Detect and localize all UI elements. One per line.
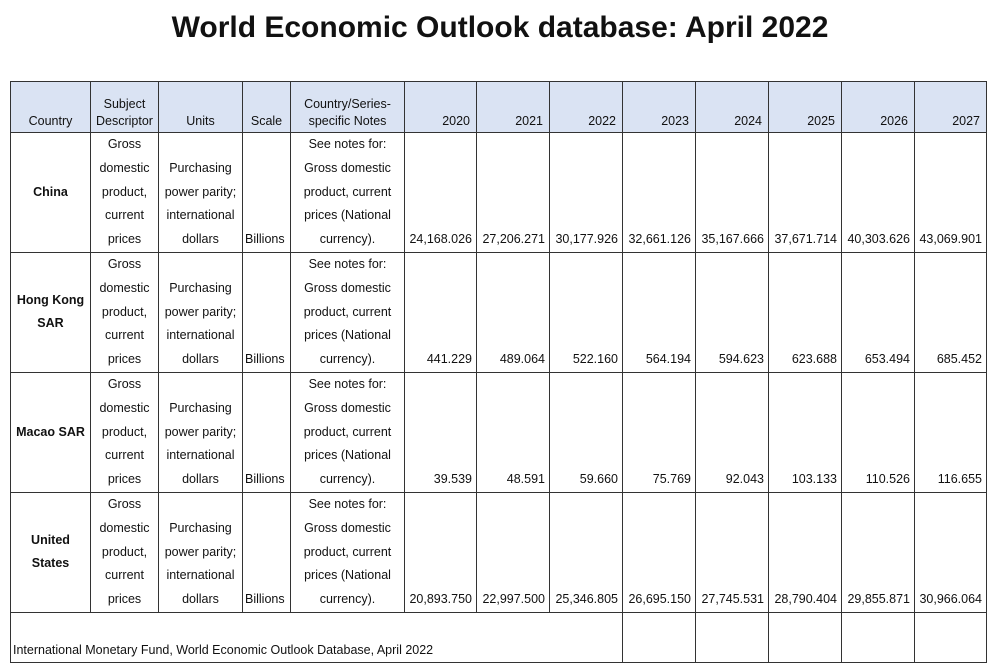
table-header-row bbox=[11, 82, 987, 133]
notes-cell: See notes for: Gross domestic product, current prices (National currency). bbox=[291, 252, 405, 372]
country-cell: Macao SAR bbox=[11, 372, 91, 492]
value-cell: 48.591 bbox=[477, 372, 550, 492]
column-header: Subject Descriptor bbox=[91, 82, 159, 133]
notes-cell: See notes for: Gross domestic product, current prices (National currency). bbox=[291, 492, 405, 612]
value-cell: 27,206.271 bbox=[477, 133, 550, 253]
units-cell: Purchasing power parity; international dollars bbox=[159, 372, 243, 492]
value-cell: 59.660 bbox=[550, 372, 623, 492]
value-cell: 24,168.026 bbox=[405, 133, 477, 253]
page-title: World Economic Outlook database: April 2022 bbox=[171, 11, 829, 44]
table-row bbox=[11, 372, 987, 492]
subject-descriptor-cell: Gross domestic product, current prices bbox=[91, 252, 159, 372]
table-row bbox=[11, 252, 987, 372]
value-cell: 35,167.666 bbox=[696, 133, 769, 253]
value-cell: 32,661.126 bbox=[623, 133, 696, 253]
empty-cell bbox=[769, 612, 842, 662]
scale-cell: Billions bbox=[243, 492, 291, 612]
value-cell: 653.494 bbox=[842, 252, 915, 372]
value-cell: 43,069.901 bbox=[915, 133, 987, 253]
value-cell: 489.064 bbox=[477, 252, 550, 372]
value-cell: 22,997.500 bbox=[477, 492, 550, 612]
subject-descriptor-cell: Gross domestic product, current prices bbox=[91, 492, 159, 612]
column-header: 2025 bbox=[769, 82, 842, 133]
value-cell: 30,177.926 bbox=[550, 133, 623, 253]
value-cell: 564.194 bbox=[623, 252, 696, 372]
value-cell: 28,790.404 bbox=[769, 492, 842, 612]
units-cell: Purchasing power parity; international dollars bbox=[159, 492, 243, 612]
units-cell: Purchasing power parity; international dollars bbox=[159, 133, 243, 253]
scale-cell: Billions bbox=[243, 252, 291, 372]
value-cell: 37,671.714 bbox=[769, 133, 842, 253]
table-row bbox=[11, 492, 987, 612]
column-header: 2020 bbox=[405, 82, 477, 133]
notes-cell: See notes for: Gross domestic product, current prices (National currency). bbox=[291, 372, 405, 492]
value-cell: 92.043 bbox=[696, 372, 769, 492]
value-cell: 103.133 bbox=[769, 372, 842, 492]
value-cell: 29,855.871 bbox=[842, 492, 915, 612]
value-cell: 27,745.531 bbox=[696, 492, 769, 612]
column-header: 2022 bbox=[550, 82, 623, 133]
scale-cell: Billions bbox=[243, 133, 291, 253]
table-row bbox=[11, 133, 987, 253]
subject-descriptor-cell: Gross domestic product, current prices bbox=[91, 133, 159, 253]
column-header: 2024 bbox=[696, 82, 769, 133]
notes-cell: See notes for: Gross domestic product, current prices (National currency). bbox=[291, 133, 405, 253]
subject-descriptor-cell: Gross domestic product, current prices bbox=[91, 372, 159, 492]
empty-cell bbox=[915, 612, 987, 662]
weo-data-table bbox=[10, 81, 987, 663]
column-header: Country bbox=[11, 82, 91, 133]
country-cell: United States bbox=[11, 492, 91, 612]
units-cell: Purchasing power parity; international dollars bbox=[159, 252, 243, 372]
value-cell: 623.688 bbox=[769, 252, 842, 372]
empty-cell bbox=[623, 612, 696, 662]
column-header: 2026 bbox=[842, 82, 915, 133]
value-cell: 522.160 bbox=[550, 252, 623, 372]
column-header: Scale bbox=[243, 82, 291, 133]
value-cell: 30,966.064 bbox=[915, 492, 987, 612]
scale-cell: Billions bbox=[243, 372, 291, 492]
empty-cell bbox=[696, 612, 769, 662]
value-cell: 26,695.150 bbox=[623, 492, 696, 612]
column-header: Country/Series-specific Notes bbox=[291, 82, 405, 133]
column-header: 2021 bbox=[477, 82, 550, 133]
value-cell: 25,346.805 bbox=[550, 492, 623, 612]
column-header: Units bbox=[159, 82, 243, 133]
source-note: International Monetary Fund, World Economic Outlook Database, April 2022 bbox=[11, 612, 623, 662]
value-cell: 441.229 bbox=[405, 252, 477, 372]
value-cell: 116.655 bbox=[915, 372, 987, 492]
empty-cell bbox=[842, 612, 915, 662]
country-cell: China bbox=[11, 133, 91, 253]
value-cell: 39.539 bbox=[405, 372, 477, 492]
column-header: 2027 bbox=[915, 82, 987, 133]
value-cell: 75.769 bbox=[623, 372, 696, 492]
value-cell: 685.452 bbox=[915, 252, 987, 372]
value-cell: 20,893.750 bbox=[405, 492, 477, 612]
value-cell: 594.623 bbox=[696, 252, 769, 372]
value-cell: 40,303.626 bbox=[842, 133, 915, 253]
value-cell: 110.526 bbox=[842, 372, 915, 492]
source-row bbox=[11, 612, 987, 662]
column-header: 2023 bbox=[623, 82, 696, 133]
country-cell: Hong Kong SAR bbox=[11, 252, 91, 372]
